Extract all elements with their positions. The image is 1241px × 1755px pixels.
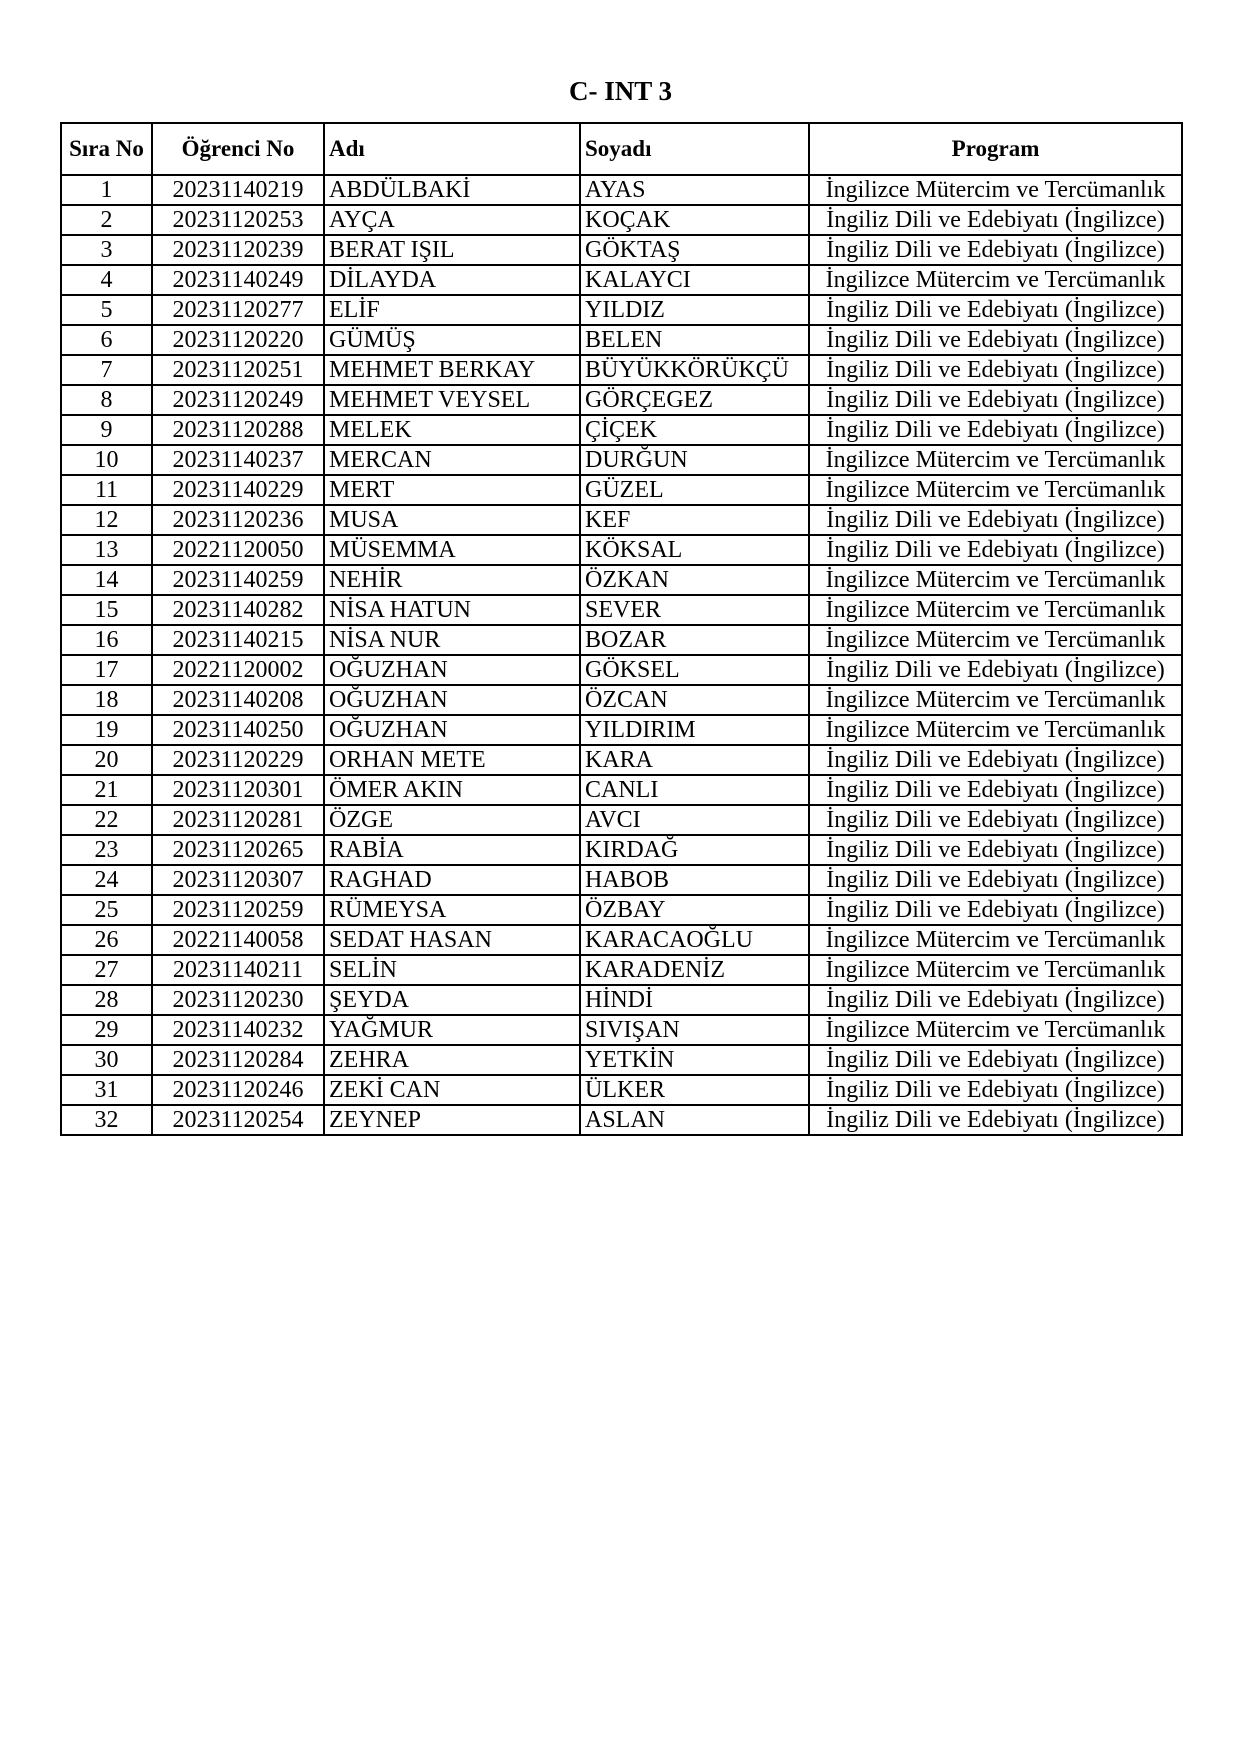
cell-sira-no: 20 [61, 745, 152, 775]
cell-soyadi: SEVER [580, 595, 809, 625]
table-row [61, 1015, 1182, 1045]
cell-adi: ZEYNEP [324, 1105, 580, 1135]
cell-ogrenci-no: 20231120265 [152, 835, 324, 865]
cell-soyadi: KARA [580, 745, 809, 775]
cell-ogrenci-no: 20231120246 [152, 1075, 324, 1105]
cell-sira-no: 15 [61, 595, 152, 625]
cell-adi: BERAT IŞIL [324, 235, 580, 265]
cell-soyadi: BELEN [580, 325, 809, 355]
cell-adi: ŞEYDA [324, 985, 580, 1015]
cell-ogrenci-no: 20231120259 [152, 895, 324, 925]
cell-ogrenci-no: 20231120288 [152, 415, 324, 445]
cell-ogrenci-no: 20231140259 [152, 565, 324, 595]
cell-sira-no: 25 [61, 895, 152, 925]
cell-adi: MERT [324, 475, 580, 505]
cell-soyadi: ASLAN [580, 1105, 809, 1135]
cell-program: İngiliz Dili ve Edebiyatı (İngilizce) [809, 775, 1182, 805]
cell-adi: ÖZGE [324, 805, 580, 835]
cell-ogrenci-no: 20231120230 [152, 985, 324, 1015]
table-row [61, 895, 1182, 925]
cell-program: İngiliz Dili ve Edebiyatı (İngilizce) [809, 325, 1182, 355]
table-row [61, 175, 1182, 205]
cell-ogrenci-no: 20231120239 [152, 235, 324, 265]
cell-adi: MUSA [324, 505, 580, 535]
table-row [61, 985, 1182, 1015]
cell-sira-no: 28 [61, 985, 152, 1015]
cell-sira-no: 21 [61, 775, 152, 805]
cell-soyadi: AYAS [580, 175, 809, 205]
cell-soyadi: KOÇAK [580, 205, 809, 235]
cell-adi: OĞUZHAN [324, 685, 580, 715]
cell-sira-no: 29 [61, 1015, 152, 1045]
table-row [61, 865, 1182, 895]
cell-ogrenci-no: 20231140219 [152, 175, 324, 205]
table-row [61, 925, 1182, 955]
cell-sira-no: 12 [61, 505, 152, 535]
table-row [61, 325, 1182, 355]
cell-adi: RAGHAD [324, 865, 580, 895]
cell-program: İngilizce Mütercim ve Tercümanlık [809, 445, 1182, 475]
cell-adi: RÜMEYSA [324, 895, 580, 925]
header-ogrenci-no: Öğrenci No [152, 123, 324, 175]
table-row [61, 205, 1182, 235]
cell-soyadi: GÜZEL [580, 475, 809, 505]
cell-sira-no: 17 [61, 655, 152, 685]
table-row [61, 625, 1182, 655]
cell-program: İngilizce Mütercim ve Tercümanlık [809, 625, 1182, 655]
cell-ogrenci-no: 20231140237 [152, 445, 324, 475]
cell-adi: DİLAYDA [324, 265, 580, 295]
cell-soyadi: ÖZCAN [580, 685, 809, 715]
table-row [61, 565, 1182, 595]
cell-adi: ORHAN METE [324, 745, 580, 775]
table-row [61, 685, 1182, 715]
cell-sira-no: 27 [61, 955, 152, 985]
table-row [61, 475, 1182, 505]
cell-ogrenci-no: 20231120307 [152, 865, 324, 895]
cell-adi: RABİA [324, 835, 580, 865]
cell-ogrenci-no: 20231140249 [152, 265, 324, 295]
cell-soyadi: ÖZKAN [580, 565, 809, 595]
table-row [61, 235, 1182, 265]
cell-program: İngiliz Dili ve Edebiyatı (İngilizce) [809, 1045, 1182, 1075]
cell-ogrenci-no: 20221120050 [152, 535, 324, 565]
header-sira-no: Sıra No [61, 123, 152, 175]
cell-soyadi: KARACAOĞLU [580, 925, 809, 955]
cell-sira-no: 30 [61, 1045, 152, 1075]
cell-soyadi: KEF [580, 505, 809, 535]
cell-adi: NEHİR [324, 565, 580, 595]
cell-sira-no: 14 [61, 565, 152, 595]
cell-sira-no: 24 [61, 865, 152, 895]
cell-sira-no: 32 [61, 1105, 152, 1135]
cell-soyadi: CANLI [580, 775, 809, 805]
cell-adi: ÖMER AKIN [324, 775, 580, 805]
cell-program: İngiliz Dili ve Edebiyatı (İngilizce) [809, 835, 1182, 865]
cell-ogrenci-no: 20231120301 [152, 775, 324, 805]
cell-soyadi: BÜYÜKKÖRÜKÇÜ [580, 355, 809, 385]
cell-ogrenci-no: 20231120236 [152, 505, 324, 535]
cell-sira-no: 11 [61, 475, 152, 505]
cell-ogrenci-no: 20231140208 [152, 685, 324, 715]
table-row [61, 745, 1182, 775]
cell-program: İngiliz Dili ve Edebiyatı (İngilizce) [809, 355, 1182, 385]
cell-soyadi: GÖKTAŞ [580, 235, 809, 265]
cell-adi: MELEK [324, 415, 580, 445]
cell-ogrenci-no: 20231120249 [152, 385, 324, 415]
table-row [61, 505, 1182, 535]
cell-adi: SELİN [324, 955, 580, 985]
cell-ogrenci-no: 20231140282 [152, 595, 324, 625]
header-row [61, 123, 1182, 175]
cell-soyadi: DURĞUN [580, 445, 809, 475]
table-row [61, 385, 1182, 415]
cell-soyadi: GÖKSEL [580, 655, 809, 685]
cell-adi: MÜSEMMA [324, 535, 580, 565]
table-row [61, 835, 1182, 865]
cell-soyadi: HİNDİ [580, 985, 809, 1015]
cell-program: İngilizce Mütercim ve Tercümanlık [809, 175, 1182, 205]
cell-ogrenci-no: 20231140250 [152, 715, 324, 745]
table-row [61, 775, 1182, 805]
cell-program: İngilizce Mütercim ve Tercümanlık [809, 715, 1182, 745]
cell-program: İngiliz Dili ve Edebiyatı (İngilizce) [809, 415, 1182, 445]
table-row [61, 1045, 1182, 1075]
student-table [60, 122, 1183, 1136]
header-adi: Adı [324, 123, 580, 175]
cell-soyadi: HABOB [580, 865, 809, 895]
cell-ogrenci-no: 20231140232 [152, 1015, 324, 1045]
table-row [61, 595, 1182, 625]
cell-sira-no: 7 [61, 355, 152, 385]
cell-program: İngiliz Dili ve Edebiyatı (İngilizce) [809, 1075, 1182, 1105]
cell-sira-no: 5 [61, 295, 152, 325]
cell-program: İngiliz Dili ve Edebiyatı (İngilizce) [809, 1105, 1182, 1135]
cell-sira-no: 16 [61, 625, 152, 655]
cell-ogrenci-no: 20221140058 [152, 925, 324, 955]
cell-program: İngilizce Mütercim ve Tercümanlık [809, 595, 1182, 625]
cell-adi: OĞUZHAN [324, 655, 580, 685]
cell-soyadi: ÖZBAY [580, 895, 809, 925]
header-program: Program [809, 123, 1182, 175]
cell-adi: MERCAN [324, 445, 580, 475]
table-body [61, 175, 1182, 1135]
cell-sira-no: 26 [61, 925, 152, 955]
cell-adi: ELİF [324, 295, 580, 325]
cell-soyadi: KALAYCI [580, 265, 809, 295]
cell-program: İngilizce Mütercim ve Tercümanlık [809, 1015, 1182, 1045]
cell-adi: SEDAT HASAN [324, 925, 580, 955]
cell-ogrenci-no: 20231120277 [152, 295, 324, 325]
cell-sira-no: 6 [61, 325, 152, 355]
table-row [61, 355, 1182, 385]
table-row [61, 1075, 1182, 1105]
cell-soyadi: ÇİÇEK [580, 415, 809, 445]
cell-program: İngiliz Dili ve Edebiyatı (İngilizce) [809, 295, 1182, 325]
cell-adi: AYÇA [324, 205, 580, 235]
cell-sira-no: 2 [61, 205, 152, 235]
cell-program: İngilizce Mütercim ve Tercümanlık [809, 565, 1182, 595]
cell-adi: MEHMET BERKAY [324, 355, 580, 385]
cell-ogrenci-no: 20231140229 [152, 475, 324, 505]
cell-program: İngiliz Dili ve Edebiyatı (İngilizce) [809, 745, 1182, 775]
cell-program: İngilizce Mütercim ve Tercümanlık [809, 955, 1182, 985]
cell-ogrenci-no: 20231140215 [152, 625, 324, 655]
cell-soyadi: SIVIŞAN [580, 1015, 809, 1045]
cell-sira-no: 1 [61, 175, 152, 205]
cell-program: İngiliz Dili ve Edebiyatı (İngilizce) [809, 385, 1182, 415]
cell-program: İngiliz Dili ve Edebiyatı (İngilizce) [809, 985, 1182, 1015]
table-row [61, 715, 1182, 745]
cell-ogrenci-no: 20231120253 [152, 205, 324, 235]
cell-sira-no: 18 [61, 685, 152, 715]
cell-program: İngiliz Dili ve Edebiyatı (İngilizce) [809, 205, 1182, 235]
cell-program: İngilizce Mütercim ve Tercümanlık [809, 475, 1182, 505]
table-row [61, 295, 1182, 325]
cell-soyadi: YILDIRIM [580, 715, 809, 745]
cell-sira-no: 3 [61, 235, 152, 265]
table-row [61, 1105, 1182, 1135]
cell-soyadi: KARADENİZ [580, 955, 809, 985]
cell-adi: ABDÜLBAKİ [324, 175, 580, 205]
cell-soyadi: KIRDAĞ [580, 835, 809, 865]
cell-sira-no: 13 [61, 535, 152, 565]
cell-program: İngiliz Dili ve Edebiyatı (İngilizce) [809, 805, 1182, 835]
cell-sira-no: 4 [61, 265, 152, 295]
cell-adi: ZEKİ CAN [324, 1075, 580, 1105]
cell-ogrenci-no: 20231120251 [152, 355, 324, 385]
cell-ogrenci-no: 20231120229 [152, 745, 324, 775]
cell-ogrenci-no: 20231120254 [152, 1105, 324, 1135]
cell-program: İngiliz Dili ve Edebiyatı (İngilizce) [809, 535, 1182, 565]
cell-soyadi: KÖKSAL [580, 535, 809, 565]
table-row [61, 805, 1182, 835]
table-header [61, 123, 1182, 175]
cell-program: İngilizce Mütercim ve Tercümanlık [809, 685, 1182, 715]
table-row [61, 955, 1182, 985]
header-soyadi: Soyadı [580, 123, 809, 175]
cell-program: İngiliz Dili ve Edebiyatı (İngilizce) [809, 865, 1182, 895]
cell-soyadi: GÖRÇEGEZ [580, 385, 809, 415]
cell-adi: NİSA NUR [324, 625, 580, 655]
page-title: C- INT 3 [568, 76, 673, 106]
cell-sira-no: 22 [61, 805, 152, 835]
cell-ogrenci-no: 20231120220 [152, 325, 324, 355]
cell-sira-no: 10 [61, 445, 152, 475]
cell-sira-no: 23 [61, 835, 152, 865]
cell-ogrenci-no: 20221120002 [152, 655, 324, 685]
table-row [61, 655, 1182, 685]
cell-adi: NİSA HATUN [324, 595, 580, 625]
cell-ogrenci-no: 20231120281 [152, 805, 324, 835]
cell-soyadi: AVCI [580, 805, 809, 835]
table-row [61, 415, 1182, 445]
cell-program: İngiliz Dili ve Edebiyatı (İngilizce) [809, 655, 1182, 685]
cell-adi: YAĞMUR [324, 1015, 580, 1045]
cell-soyadi: BOZAR [580, 625, 809, 655]
table-row [61, 265, 1182, 295]
cell-adi: MEHMET VEYSEL [324, 385, 580, 415]
cell-ogrenci-no: 20231140211 [152, 955, 324, 985]
cell-soyadi: YETKİN [580, 1045, 809, 1075]
cell-adi: ZEHRA [324, 1045, 580, 1075]
cell-adi: GÜMÜŞ [324, 325, 580, 355]
cell-program: İngiliz Dili ve Edebiyatı (İngilizce) [809, 895, 1182, 925]
cell-sira-no: 8 [61, 385, 152, 415]
table-row [61, 445, 1182, 475]
cell-sira-no: 19 [61, 715, 152, 745]
cell-program: İngilizce Mütercim ve Tercümanlık [809, 925, 1182, 955]
cell-sira-no: 9 [61, 415, 152, 445]
cell-ogrenci-no: 20231120284 [152, 1045, 324, 1075]
cell-sira-no: 31 [61, 1075, 152, 1105]
table-row [61, 535, 1182, 565]
cell-program: İngilizce Mütercim ve Tercümanlık [809, 265, 1182, 295]
cell-adi: OĞUZHAN [324, 715, 580, 745]
cell-soyadi: ÜLKER [580, 1075, 809, 1105]
cell-program: İngiliz Dili ve Edebiyatı (İngilizce) [809, 235, 1182, 265]
cell-program: İngiliz Dili ve Edebiyatı (İngilizce) [809, 505, 1182, 535]
cell-soyadi: YILDIZ [580, 295, 809, 325]
